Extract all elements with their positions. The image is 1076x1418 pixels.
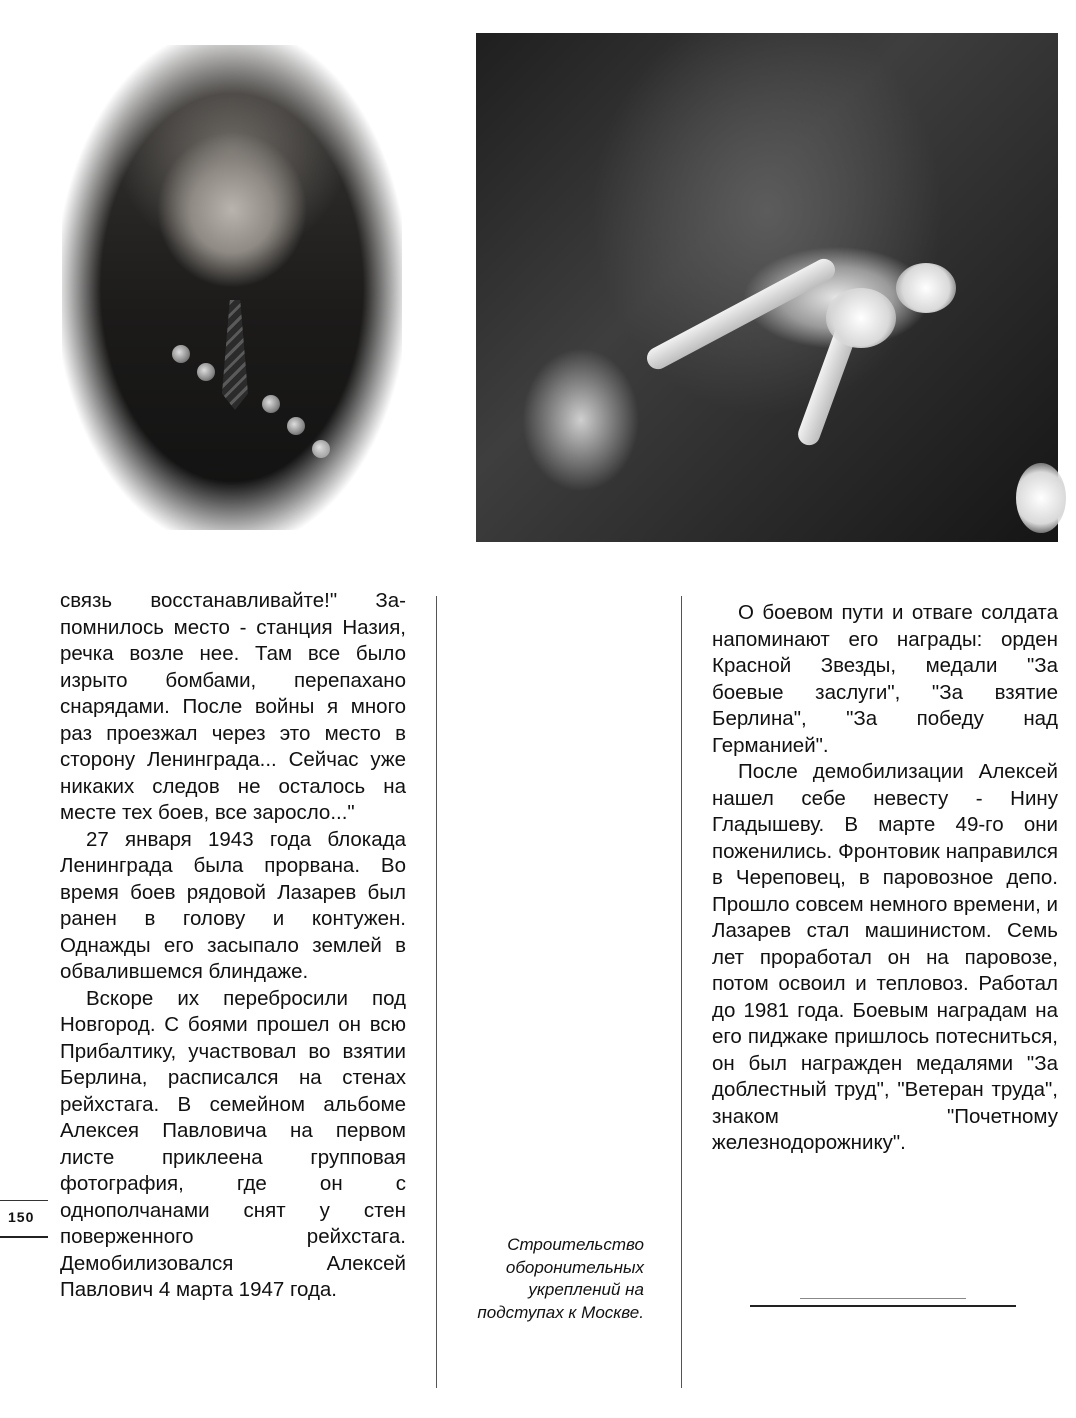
flower-shape: [1016, 463, 1066, 533]
page-number: 150: [8, 1209, 35, 1225]
medal-shape: [312, 440, 330, 458]
flower-shape: [896, 263, 956, 313]
paragraph: О боевом пути и отваге солдата напоминают его награды: орден Красной Звезды, медали "За боевые заслуги", "За взятие Берлина", "За победу над Германией".: [712, 601, 1058, 757]
paragraph: связь восстанавливайте!" За-помнилось место - станция Назия, речка возле нее. Там все было изрыто бомбами, перепахано снарядами. После войны я много раз проезжал через это место в сторону Ленинграда... Сейчас уже никаких следов не осталось на месте тех боев, все заросло...": [60, 589, 406, 824]
paragraph: Вскоре их перебросили под Новгород. С боями прошел он всю Прибалтику, участвовал во взятии Берлина, расписался на стенах рейхстага. В семейном альбоме Алексея Павловича на первом листе приклеена групповая фотография, где он с однополчанами снят у стен поверженного рейхстага. Демобилизовался Алексей Павлович 4 марта 1947 года.: [60, 986, 406, 1301]
left-text-column: [60, 588, 406, 1304]
column-divider: [436, 596, 437, 1388]
arm-shape: [643, 255, 839, 373]
end-rule: [750, 1305, 1016, 1307]
memorial-flowers-photo: [476, 33, 1058, 542]
page-marker-line: [0, 1236, 48, 1238]
flower-shape: [826, 288, 896, 348]
page-marker-line: [0, 1200, 48, 1201]
veteran-portrait-photo: [62, 45, 402, 530]
medal-shape: [172, 345, 190, 363]
medal-shape: [262, 395, 280, 413]
photo-caption: Строительство оборонительных укреплений на подступах к Москве.: [477, 1235, 644, 1322]
column-divider: [681, 596, 682, 1388]
paragraph: 27 января 1943 года блокада Ленинграда была прорвана. Во время боев рядовой Лазарев был ранен в голову и контужен. Однажды его засыпало землей в обвалившемся блиндаже.: [60, 827, 406, 983]
right-text-column: [712, 600, 1058, 1157]
necktie-shape: [222, 300, 248, 410]
paragraph: После демобилизации Алексей нашел себе невесту - Нину Гладышеву. В марте 49-го они поженились. Фронтовик направился в Череповец, в паровозное депо. Прошло совсем немного времени, и Лазарев стал машинистом. Семь лет проработал он на паровозе, потом освоил и тепловоз. Работал до 1981 года. Боевым наградам на его пиджаке пришлось потесниться, он был награжден медалями "За доблестный труд", "Ветеран труда", знаком "Почетному железнодорожнику".: [712, 760, 1058, 1154]
medal-shape: [287, 417, 305, 435]
medal-shape: [197, 363, 215, 381]
end-rule: [800, 1298, 966, 1299]
